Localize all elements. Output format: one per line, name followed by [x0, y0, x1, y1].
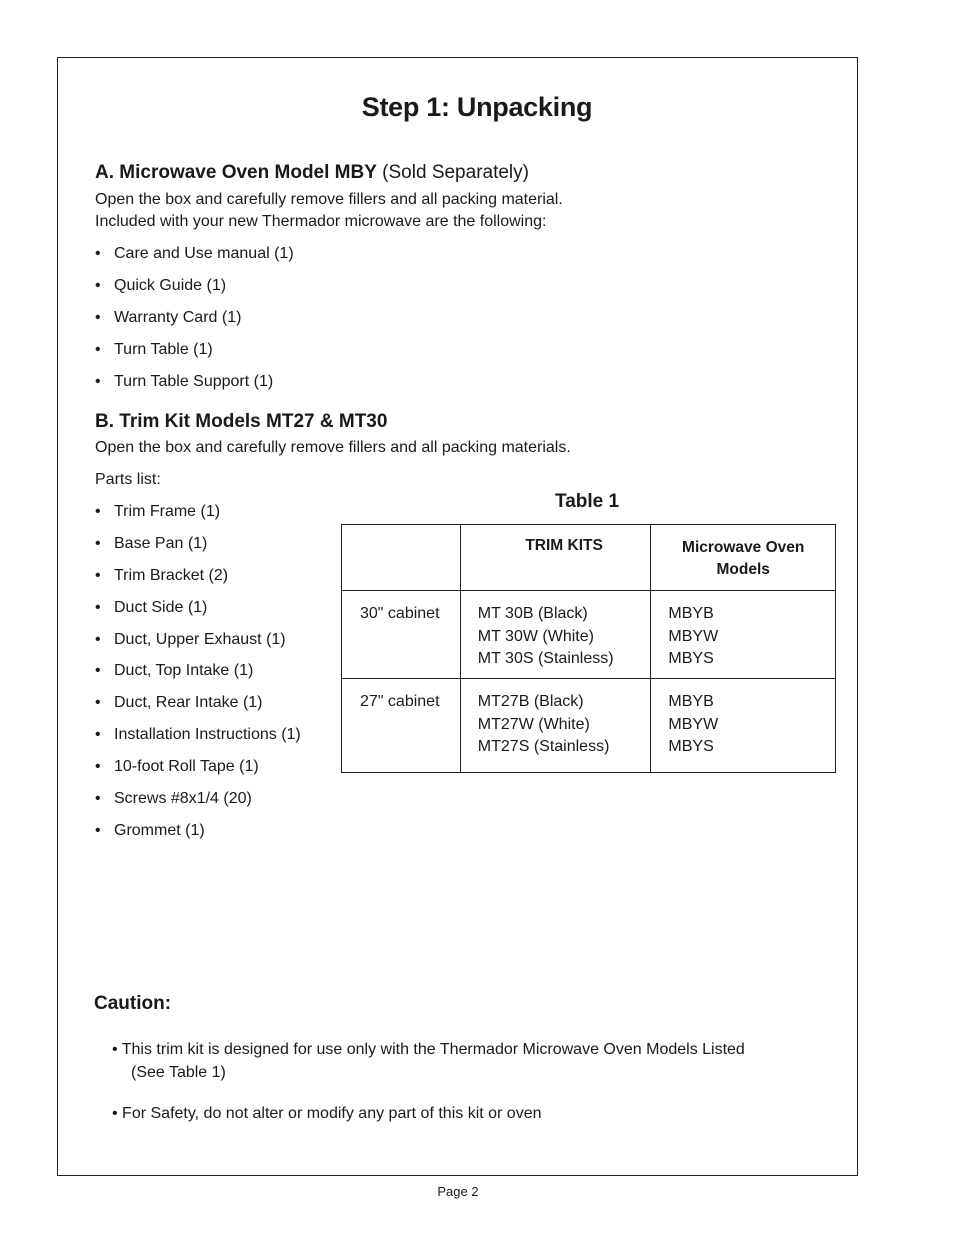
section-a-heading: A. Microwave Oven Model MBY (Sold Separately): [95, 162, 529, 183]
page-number: Page 2: [437, 1184, 479, 1199]
list-item: • Warranty Card (1): [95, 308, 242, 326]
section-a-list: [95, 243, 294, 402]
table-cell: 27" cabinet: [342, 679, 461, 773]
section-a-intro-1: Open the box and carefully remove fillers and all packing material.: [95, 191, 563, 208]
section-a-intro-2: Included with your new Thermador microwave are the following:: [95, 213, 547, 230]
list-item: • Care and Use manual (1): [95, 245, 294, 262]
list-item: • Duct Side (1): [95, 598, 208, 616]
list-item: • Duct, Upper Exhaust (1): [95, 630, 286, 648]
table-cell: MT 30B (Black) MT 30W (White) MT 30S (Stainless): [460, 591, 651, 679]
caution-heading: Caution:: [94, 993, 172, 1014]
list-item: • Screws #8x1/4 (20): [95, 790, 252, 808]
list-item: • Base Pan (1): [95, 534, 208, 552]
list-item: • Trim Frame (1): [95, 503, 221, 520]
parts-list-label: Parts list:: [95, 471, 161, 488]
caution-item-1: • This trim kit is designed for use only with the Thermador Microwave Oven Models Listed (See Table 1): [112, 1041, 745, 1081]
table-cell: MBYB MBYW MBYS: [651, 679, 836, 773]
list-item: • Duct, Top Intake (1): [95, 662, 254, 680]
table-cell: 30" cabinet: [342, 591, 461, 679]
table-header-cell: TRIM KITS: [460, 525, 651, 591]
list-item: • Trim Bracket (2): [95, 566, 229, 584]
list-item: • Turn Table (1): [95, 340, 213, 358]
list-item: • Installation Instructions (1): [95, 726, 301, 744]
list-item: • Duct, Rear Intake (1): [95, 694, 263, 712]
table-cell: MBYB MBYW MBYS: [651, 591, 836, 679]
table-row: [342, 679, 836, 773]
table-caption: Table 1: [555, 491, 620, 512]
section-b-intro: Open the box and carefully remove fillers and all packing materials.: [95, 439, 571, 456]
section-b-heading: B. Trim Kit Models MT27 & MT30: [95, 411, 388, 432]
parts-list: [95, 501, 301, 852]
caution-item-2: • For Safety, do not alter or modify any part of this kit or oven: [112, 1105, 542, 1122]
list-item: • Turn Table Support (1): [95, 372, 274, 390]
table-row: [342, 591, 836, 679]
list-item: • Grommet (1): [95, 821, 205, 839]
table-cell: MT27B (Black) MT27W (White) MT27S (Stainless): [460, 679, 651, 773]
table-header-cell: Microwave Oven Models: [651, 525, 836, 591]
table-header-cell: [342, 525, 461, 591]
page-title: Step 1: Unpacking: [361, 92, 593, 122]
list-item: • 10-foot Roll Tape (1): [95, 758, 259, 776]
trim-kit-table: [341, 524, 836, 773]
table-header-row: [342, 525, 836, 591]
list-item: • Quick Guide (1): [95, 276, 227, 294]
